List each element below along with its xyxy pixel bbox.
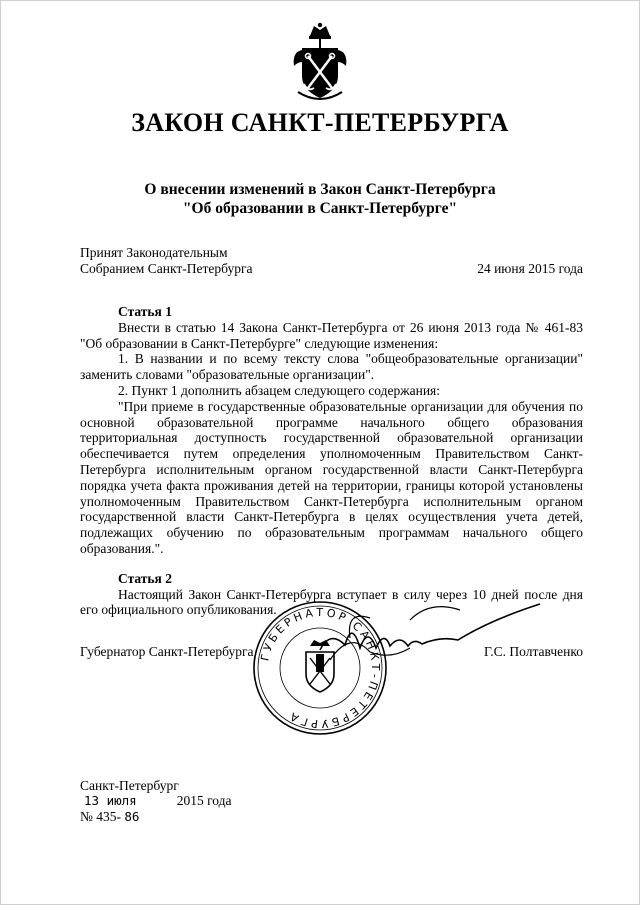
place-of-signing: Санкт-Петербург <box>80 778 179 793</box>
article-1-heading: Статья 1 <box>118 304 172 319</box>
adoption-date: 24 июня 2015 года <box>477 261 583 276</box>
signing-year: 2015 года <box>176 793 232 808</box>
adoption-info <box>80 245 253 277</box>
registration-prefix: № 435- <box>80 809 122 824</box>
subject-line-2: "Об образовании в Санкт-Петербурге" <box>182 200 458 217</box>
law-title: ЗАКОН САНКТ-ПЕТЕРБУРГА <box>131 108 509 137</box>
law-body <box>80 304 583 618</box>
article-1-item-2: 2. Пункт 1 дополнить абзацем следующего содержания: <box>118 382 441 398</box>
article-1-item-1: 1. В названии и по всему тексту слова "общеобразовательные организации" заменить словами "образовательные организации". <box>80 351 583 383</box>
signatory-position: Губернатор Санкт-Петербурга <box>80 644 254 659</box>
handwritten-signature <box>290 590 550 690</box>
registration-number-value: 86 <box>124 809 140 824</box>
article-1-quote: "При приеме в государственные образовательные организации для обучения по основной образовательной программе начального общего образования территориальная доступность государственной образовательной организации обеспечивается путем определения уполномоченным Правительством Санкт-Петербурга исполнительным органом государственной власти Санкт-Петербурга порядка учета факта проживания детей на территории, границы которой установлены уполномоченным Правительством Санкт-Петербурга исполнительным органом государственной власти Санкт-Петербурга в целях осуществления учета детей, подлежащих обучению по образовательным программам начального общего образования.". <box>80 398 583 556</box>
signatory-name: Г.С. Полтавченко <box>483 644 583 659</box>
article-2-text: Настоящий Закон Санкт-Петербурга вступает в силу через 10 дней после дня его официального опубликования. <box>80 586 583 618</box>
adopted-line-1: Принят Законодательным <box>80 245 228 260</box>
subject-line-1: О внесении изменений в Закон Санкт-Петербурга <box>144 181 496 198</box>
coat-of-arms-emblem <box>288 22 352 104</box>
law-subject <box>0 180 640 218</box>
registration-number <box>80 809 139 825</box>
adopted-line-2: Собранием Санкт-Петербурга <box>80 261 253 276</box>
article-1-intro: Внести в статью 14 Закона Санкт-Петербурга от 26 июня 2013 года № 461-83 "Об образовании в Санкт-Петербурге" следующие изменения: <box>80 319 583 351</box>
seal-text: ГУБЕРНАТОР САНКТ-ПЕТЕРБУРГА <box>258 605 383 731</box>
signing-day-month: 13 июля <box>84 793 137 808</box>
signing-date <box>80 793 232 809</box>
article-2-heading: Статья 2 <box>118 570 172 586</box>
